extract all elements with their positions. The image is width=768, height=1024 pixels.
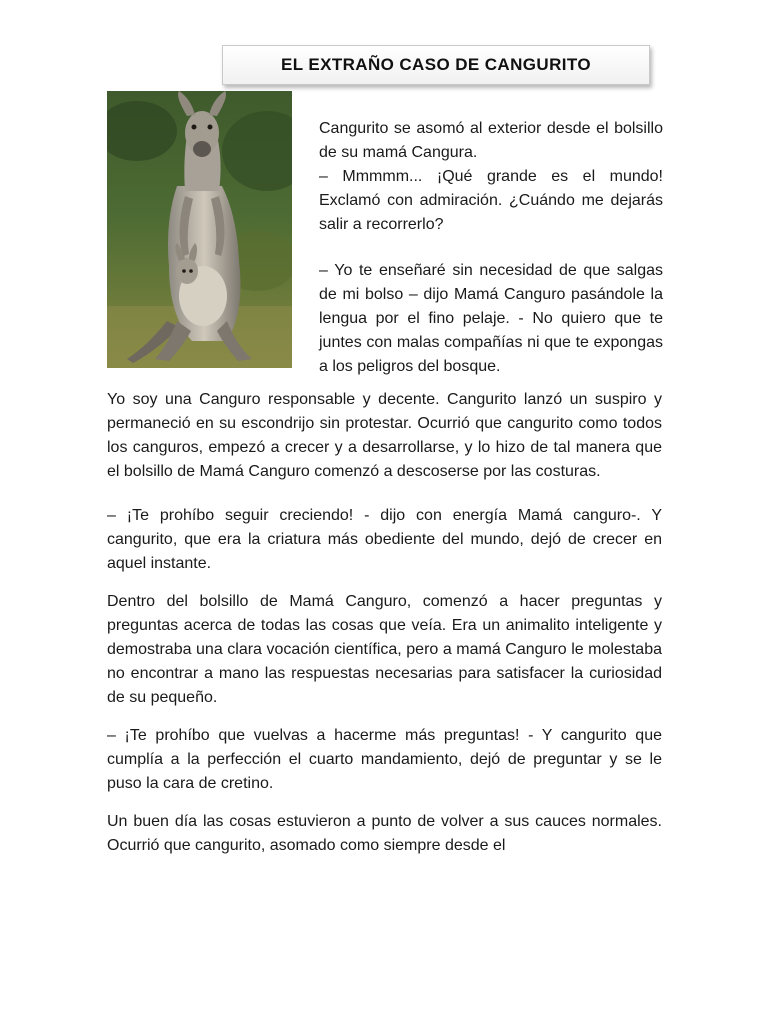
- paragraph: Un buen día las cosas estuvieron a punto de volver a sus cauces normales. Ocurrió que cangurito, asomado como siempre desde el: [107, 813, 662, 854]
- side-text-column: [319, 117, 663, 379]
- paragraph: – ¡Te prohíbo seguir creciendo! - dijo con energía Mamá canguro-. Y cangurito, que era la criatura más obediente del mundo, dejó de crecer en aquel instante.: [107, 507, 662, 572]
- document-title: EL EXTRAÑO CASO DE CANGURITO: [281, 55, 591, 74]
- kangaroo-with-joey-icon: [107, 91, 292, 368]
- kangaroo-photo: [107, 91, 292, 368]
- paragraph: Yo soy una Canguro responsable y decente. Cangurito lanzó un suspiro y permaneció en su escondrijo sin protestar. Ocurrió que cangurito como todos los canguros, empezó a crecer y a desarrollarse, y lo hizo de tal manera que el bolsillo de Mamá Canguro comenzó a descoserse por las costuras.: [107, 391, 662, 480]
- side-paragraph: – Mmmmm... ¡Qué grande es el mundo! Exclamó con admiración. ¿Cuándo me dejarás salir a recorrerlo?: [319, 168, 663, 233]
- paragraph: Dentro del bolsillo de Mamá Canguro, comenzó a hacer preguntas y preguntas acerca de todas las cosas que veía. Era un animalito inteligente y demostraba una clara vocación científica, pero a mamá Canguro le molestaba no encontrar a mano las respuestas necesarias para satisfacer la curiosidad de su pequeño.: [107, 593, 662, 706]
- side-paragraph: Cangurito se asomó al exterior desde el bolsillo de su mamá Cangura.: [319, 120, 663, 161]
- paragraph: – ¡Te prohíbo que vuelvas a hacerme más preguntas! - Y cangurito que cumplía a la perfección el cuarto mandamiento, dejó de preguntar y se le puso la cara de cretino.: [107, 727, 662, 792]
- title-box: [222, 45, 650, 85]
- side-paragraph: – Yo te enseñaré sin necesidad de que salgas de mi bolso – dijo Mamá Canguro pasándole la lengua por el fino pelaje. - No quiero que te juntes con malas compañías ni que te expongas a los peligros del bosque.: [319, 262, 663, 375]
- body-text: [107, 388, 662, 872]
